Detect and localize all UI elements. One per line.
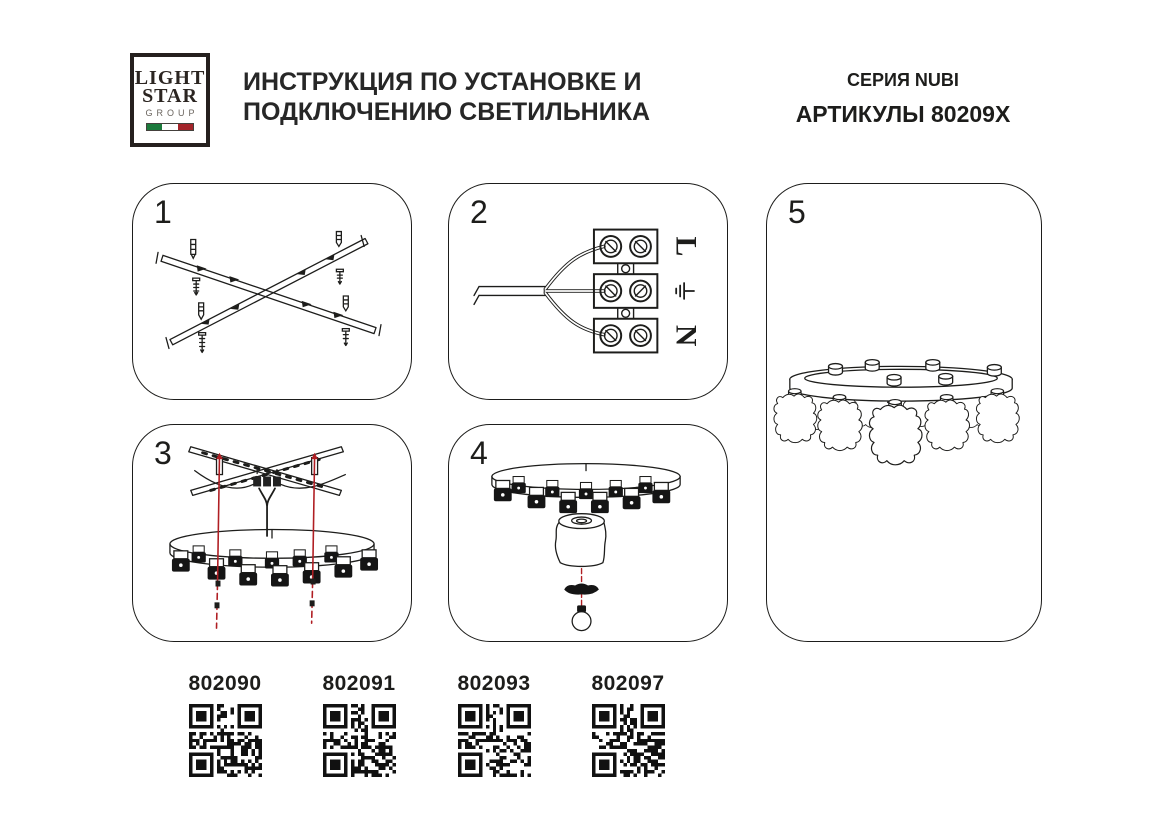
- article-number: 802093: [457, 672, 531, 695]
- step-number-5: 5: [788, 194, 806, 230]
- ring-mounting-diagram: [133, 425, 411, 641]
- step-number-3: 3: [154, 435, 172, 471]
- terminal-block-small: [253, 470, 281, 487]
- wiring-diagram: [449, 184, 727, 399]
- qr-code: [323, 704, 396, 777]
- lightstar-logo: [130, 53, 210, 147]
- page-title: [243, 67, 650, 127]
- series-block: [775, 70, 1031, 128]
- earth-ground-icon: [676, 283, 694, 299]
- page-title-line1: ИНСТРУКЦИЯ ПО УСТАНОВКЕ И: [243, 68, 642, 96]
- lamp-shade: [555, 514, 605, 567]
- mounting-bracket-diagram: [133, 184, 411, 399]
- live-wire-label: L: [669, 236, 702, 257]
- logo-word-light: LIGHT: [134, 67, 206, 89]
- article-number: 802091: [322, 672, 396, 695]
- step-panel-4: [448, 424, 728, 642]
- step-panel-1: [132, 183, 412, 400]
- page-title-line2: ПОДКЛЮЧЕНИЮ СВЕТИЛЬНИКА: [243, 98, 651, 126]
- shade-assembly-diagram: [449, 425, 727, 641]
- step-number-1: 1: [154, 194, 172, 230]
- qr-code: [458, 704, 531, 777]
- logo-word-group: GROUP: [145, 108, 199, 118]
- wall-anchor-icon: [191, 232, 349, 320]
- qr-code: [189, 704, 262, 777]
- articles-label: АРТИКУЛЫ 80209X: [795, 101, 1011, 127]
- article-column: [424, 672, 564, 782]
- supply-cable: [474, 287, 545, 305]
- qr-code: [592, 704, 665, 777]
- neutral-wire-label: N: [669, 324, 702, 347]
- step-panel-2: [448, 183, 728, 400]
- logo-word-star: STAR: [142, 85, 198, 107]
- series-label: СЕРИЯ NUBI: [847, 70, 959, 90]
- article-column: [289, 672, 429, 782]
- article-column: [558, 672, 698, 782]
- step-number-4: 4: [470, 435, 488, 471]
- retaining-ring: [564, 584, 599, 595]
- light-bulb-icon: [572, 605, 591, 630]
- assembled-chandelier-diagram: [767, 184, 1041, 641]
- step-panel-3: [132, 424, 412, 642]
- article-number: 802090: [188, 672, 262, 695]
- article-number: 802097: [591, 672, 665, 695]
- step-panel-5: [766, 183, 1042, 642]
- italian-flag-icon: [146, 123, 194, 131]
- step-number-2: 2: [470, 194, 488, 230]
- article-column: [155, 672, 295, 782]
